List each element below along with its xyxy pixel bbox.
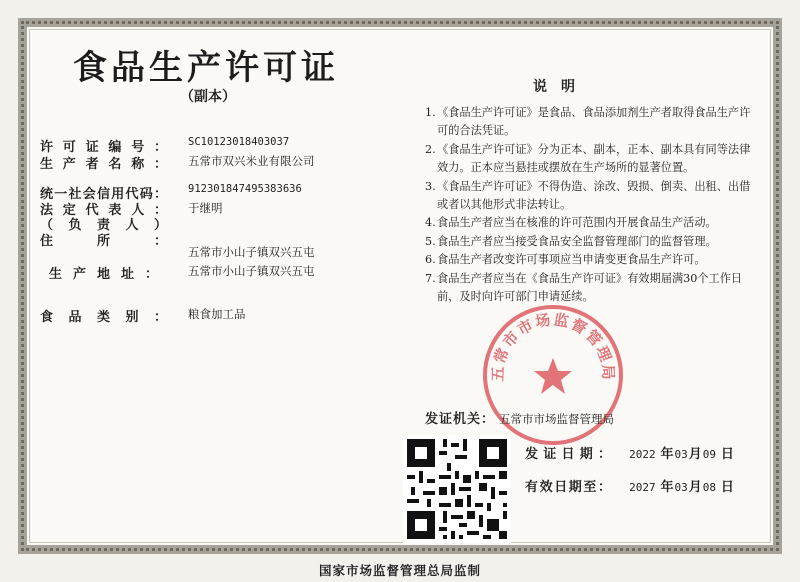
field-value: 912301847495383636 <box>188 183 302 195</box>
field-value: 五常市小山子镇双兴五屯 <box>188 245 315 259</box>
field-address <box>40 230 315 259</box>
official-seal-icon <box>478 300 628 450</box>
field-producer-name <box>40 153 315 172</box>
notes-title: 说明 <box>533 79 589 95</box>
issue-date-label: 发证日期： <box>525 447 611 462</box>
field-label: 法定代表人： <box>40 203 168 218</box>
valid-until-date: 有效日期至： 2027 年03月08 日 <box>525 476 735 495</box>
issuer <box>425 408 614 427</box>
note-item: 2. 《食品生产许可证》分为正本、副本，正本、副本具有同等法律效力。正本应当悬挂或摆放在生产场所的显著位置。 <box>425 142 751 175</box>
field-label: 食品类别： <box>40 310 168 325</box>
field-value: 五常市双兴米业有限公司 <box>188 154 315 168</box>
issue-date: 发证日期： 2022 年03月09 日 <box>525 443 735 462</box>
field-label: 统一社会信用代码： <box>40 187 168 202</box>
certificate-title: 食品生产许可证 <box>73 48 339 88</box>
field-label: （负责人） <box>40 218 168 233</box>
note-item: 5. 食品生产者应当接受食品安全监督管理部门的监督管理。 <box>425 234 717 248</box>
field-label: 住所： <box>40 234 168 249</box>
note-item: 7. 食品生产者应当在《食品生产许可证》有效期届满30个工作日前，及时向许可部门申请延续。 <box>425 271 743 304</box>
valid-until-label: 有效日期至： <box>525 480 611 495</box>
notes-list <box>425 104 755 306</box>
note-item: 1. 《食品生产许可证》是食品、食品添加剂生产者取得食品生产许可的合法凭证。 <box>425 106 751 138</box>
qr-code-icon <box>403 435 511 543</box>
field-food-category <box>40 306 246 325</box>
field-value: SC10123018403037 <box>188 136 290 148</box>
note-item: 6. 食品生产者改变许可事项应当申请变更食品生产许可。 <box>425 253 706 267</box>
footer-text: 国家市场监督管理总局监制 <box>318 563 481 578</box>
seal-text: 五常市市场监督管理局 <box>488 310 618 382</box>
field-value: 五常市小山子镇双兴五屯 <box>188 264 315 278</box>
note-item: 4. 食品生产者应当在核准的许可范围内开展食品生产活动。 <box>425 216 717 230</box>
field-value: 于继明 <box>188 201 223 215</box>
field-production-address <box>40 263 315 282</box>
field-label: 生产者名称： <box>40 157 168 172</box>
note-item: 3. 《食品生产许可证》不得伪造、涂改、毁损、倒卖、出租、出借或者以其他形式非法转让。 <box>425 179 751 212</box>
issuer-value: 五常市市场监督管理局 <box>499 412 615 426</box>
field-value: 粮食加工品 <box>188 307 246 321</box>
issuer-label: 发证机关： <box>425 412 496 427</box>
field-label: 许可证编号： <box>40 140 168 155</box>
field-label: 生产地址： <box>49 267 159 282</box>
certificate-subtitle: （副本） <box>180 89 236 105</box>
